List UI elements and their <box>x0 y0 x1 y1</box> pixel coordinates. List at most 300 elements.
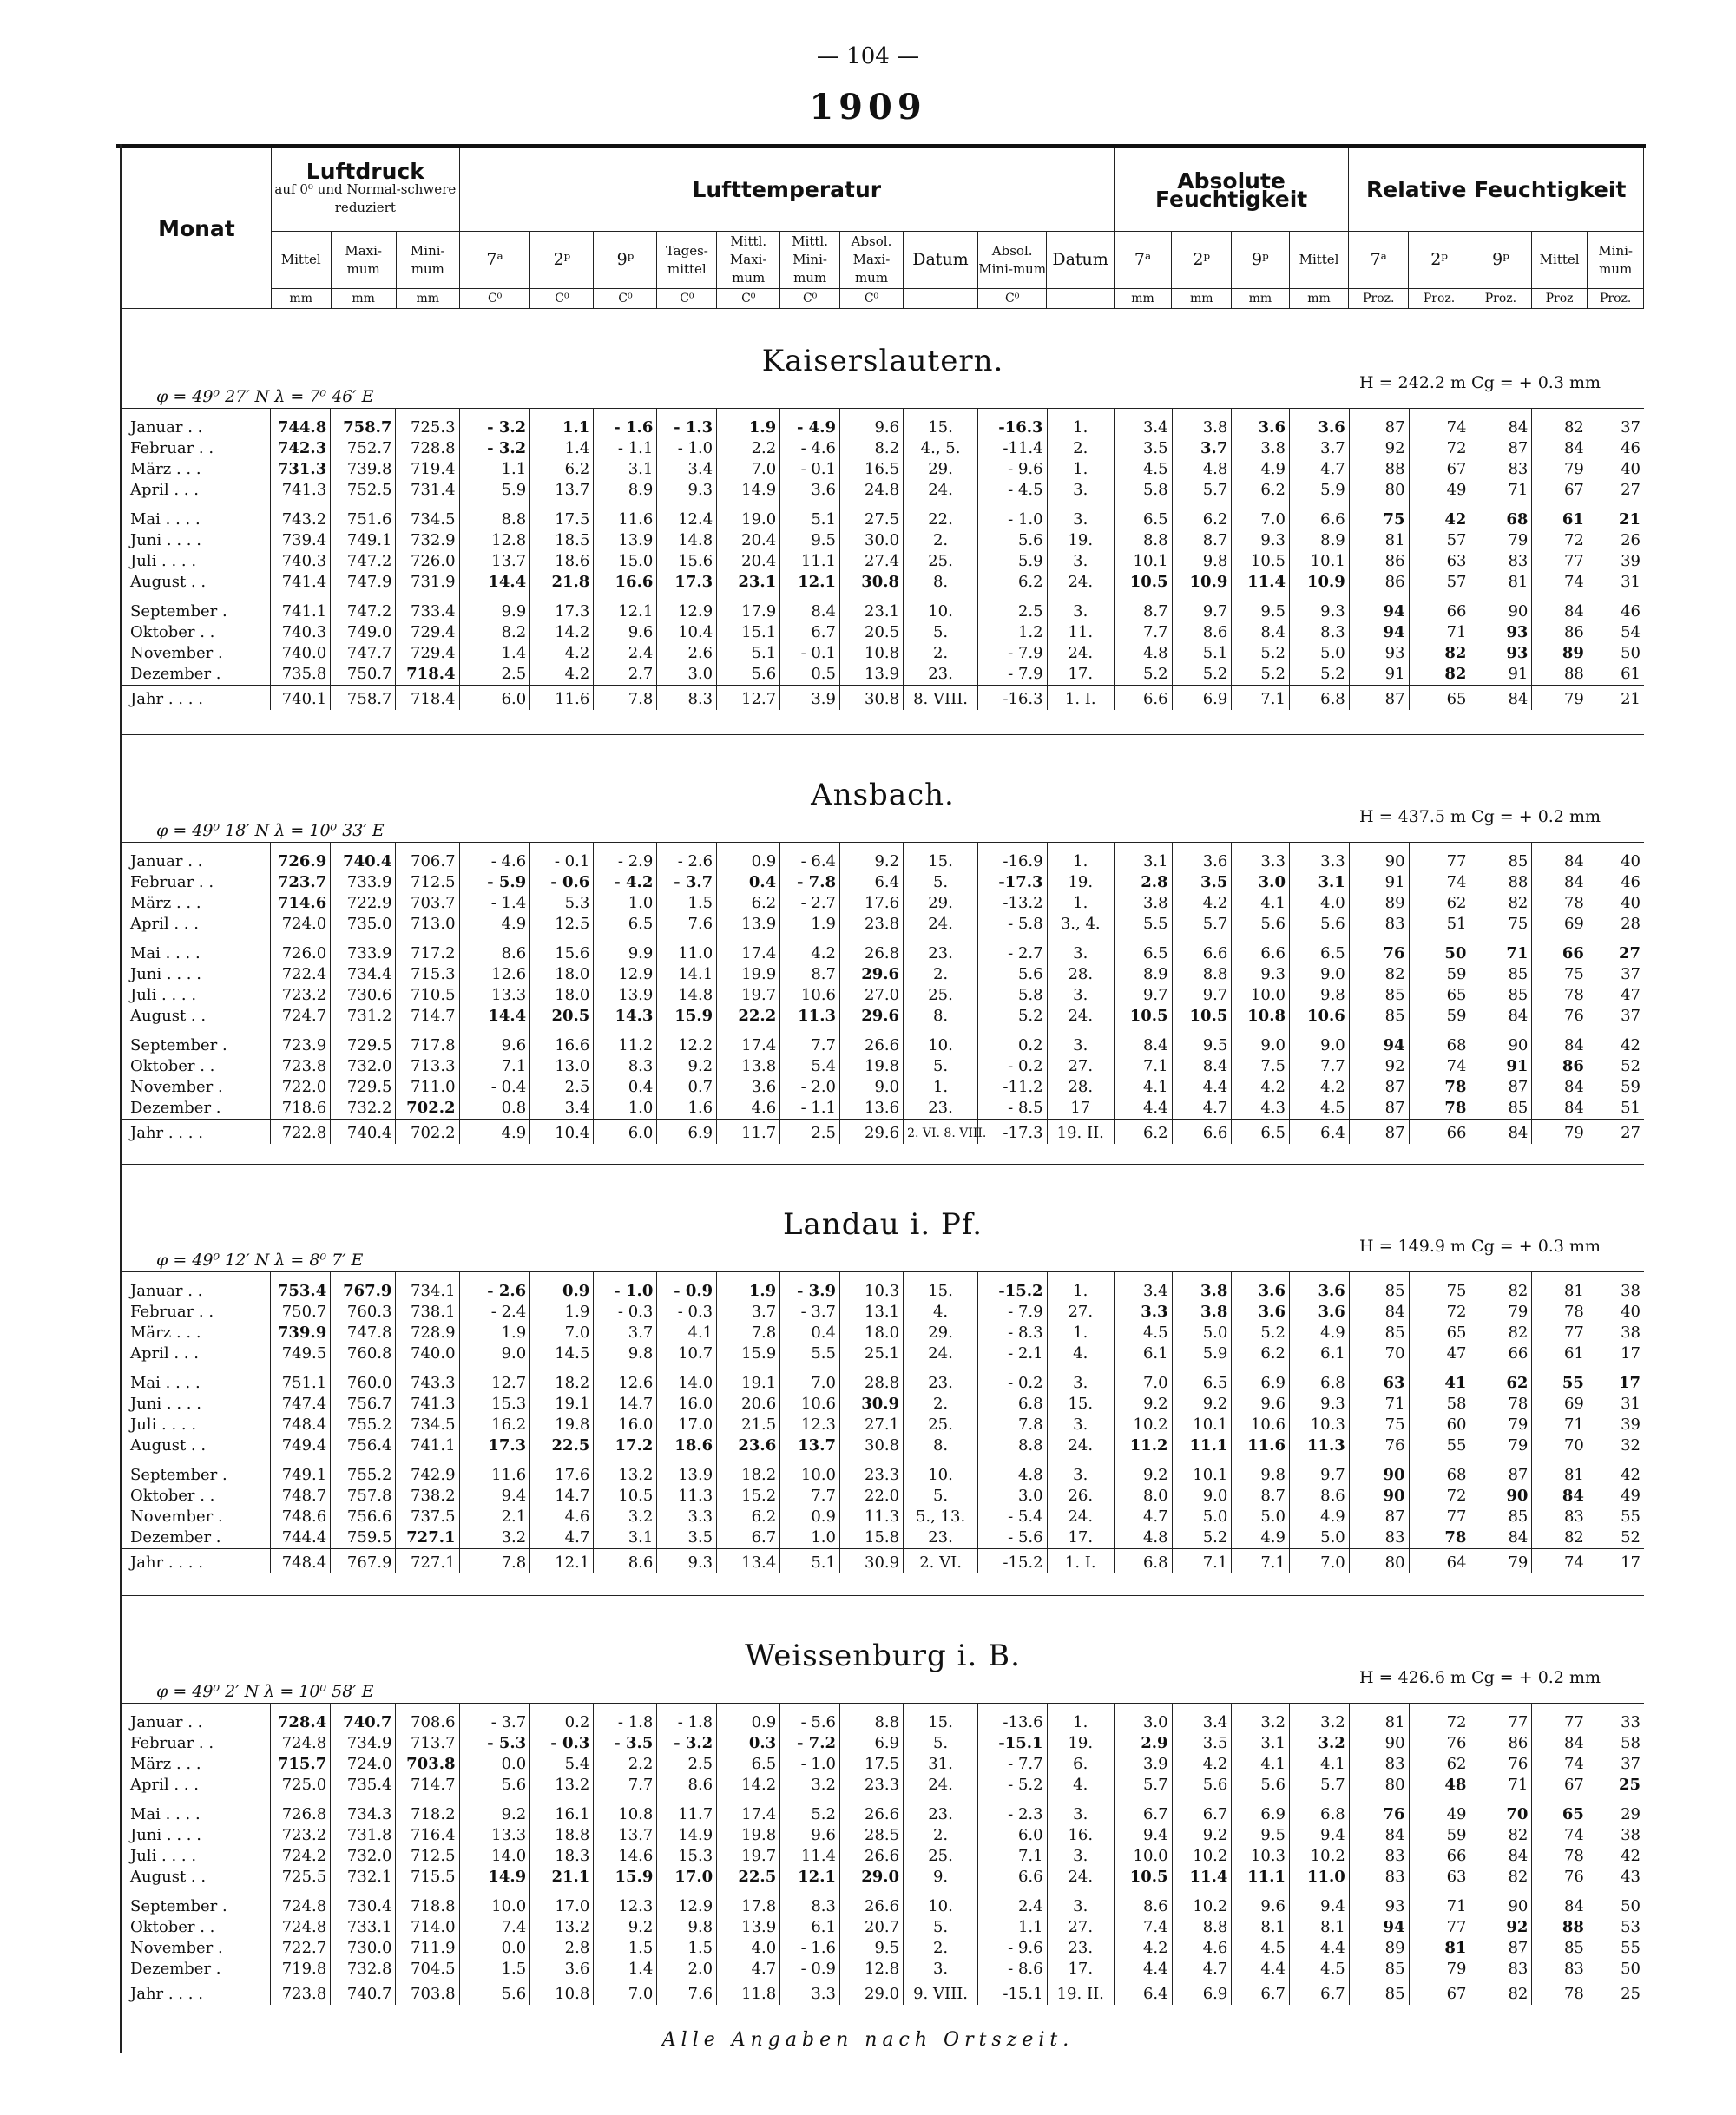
table-cell: 78 <box>1532 985 1588 1006</box>
table-cell: 81 <box>1349 1704 1409 1734</box>
table-cell: 726.9 <box>271 843 331 873</box>
table-cell: 25 <box>1588 1775 1644 1796</box>
table-cell: 70 <box>1532 1435 1588 1456</box>
table-cell: 17. <box>1047 1527 1114 1549</box>
table-cell: 66 <box>1470 1343 1532 1364</box>
table-cell: 8.1 <box>1232 1917 1290 1938</box>
table-cell: 78 <box>1532 893 1588 914</box>
table-cell: 15.3 <box>459 1394 530 1415</box>
table-cell: 3.8 <box>1114 893 1172 914</box>
table-cell: 10.5 <box>1114 1006 1172 1027</box>
station-block <box>122 746 1644 1172</box>
table-cell: 0.2 <box>978 1027 1048 1056</box>
table-cell: 8.4 <box>1232 622 1290 643</box>
table-cell: 84 <box>1470 409 1532 439</box>
table-cell: 26. <box>1047 1486 1114 1507</box>
table-cell: 5.2 <box>978 1006 1048 1027</box>
table-cell: 1. <box>1047 1704 1114 1734</box>
table-cell: 71 <box>1349 1394 1409 1415</box>
table-cell: 756.7 <box>331 1394 396 1415</box>
table-cell: 23. <box>904 1098 978 1120</box>
table-cell: 8.6 <box>1289 1486 1349 1507</box>
table-cell: 11.8 <box>717 1980 780 2006</box>
table-cell: 58 <box>1409 1394 1470 1415</box>
table-cell: 2. <box>904 964 978 985</box>
table-cell: 12.1 <box>780 1867 840 1888</box>
table-cell: 3. <box>1047 1415 1114 1435</box>
table-cell: 19.9 <box>717 964 780 985</box>
table-cell: 23.6 <box>717 1435 780 1456</box>
table-cell: 37 <box>1588 1754 1644 1775</box>
table-cell: 726.0 <box>271 935 331 964</box>
table-cell: 84 <box>1532 1733 1588 1754</box>
column-header-15: 9ᵖ <box>1232 232 1290 289</box>
table-cell: 16.0 <box>594 1415 657 1435</box>
table-cell: - 1.6 <box>594 409 657 439</box>
table-cell: 9.6 <box>780 1825 840 1846</box>
table-cell: 704.5 <box>396 1959 459 1980</box>
table-cell: 2.2 <box>717 438 780 459</box>
table-cell: 3.0 <box>978 1486 1048 1507</box>
table-cell: 19. <box>1047 1733 1114 1754</box>
table-cell: 29.6 <box>840 1006 904 1027</box>
table-cell: 8.7 <box>1172 530 1232 551</box>
table-cell: 17.6 <box>530 1456 594 1486</box>
table-cell: 4.9 <box>459 914 530 935</box>
table-cell: 87 <box>1470 1938 1532 1959</box>
table-cell: 2.5 <box>978 593 1048 622</box>
table-cell: 13.7 <box>459 551 530 572</box>
table-cell: 726.8 <box>271 1796 331 1825</box>
table-cell: 12.4 <box>657 501 717 530</box>
table-cell: 7.0 <box>1289 1549 1349 1574</box>
table-cell: 94 <box>1349 1027 1409 1056</box>
table-cell: 4. <box>1047 1775 1114 1796</box>
table-cell: 23.8 <box>840 914 904 935</box>
table-cell: 14.9 <box>657 1825 717 1846</box>
table-cell: 740.4 <box>331 1120 396 1145</box>
table-cell: 10.5 <box>1172 1006 1232 1027</box>
table-cell: 767.9 <box>331 1272 396 1303</box>
table-cell: 8.7 <box>1114 593 1172 622</box>
table-cell: 3.7 <box>1289 438 1349 459</box>
column-header-14: 2ᵖ <box>1172 232 1232 289</box>
table-cell: 8.6 <box>459 935 530 964</box>
table-cell: 31 <box>1588 572 1644 593</box>
table-row <box>122 1364 1644 1394</box>
table-cell: 81 <box>1532 1456 1588 1486</box>
table-cell: 17 <box>1588 1364 1644 1394</box>
table-cell: 9.6 <box>459 1027 530 1056</box>
table-cell: 717.2 <box>396 935 459 964</box>
table-cell: 78 <box>1532 1846 1588 1867</box>
table-cell: 51 <box>1588 1098 1644 1120</box>
table-row <box>122 1917 1644 1938</box>
table-cell: 9.2 <box>1172 1394 1232 1415</box>
column-unit-14: mm <box>1172 289 1232 309</box>
table-cell: 14.0 <box>657 1364 717 1394</box>
table-cell: 11.1 <box>1172 1435 1232 1456</box>
table-cell: 15.8 <box>840 1527 904 1549</box>
table-cell: 740.7 <box>331 1980 396 2006</box>
table-cell: 3. <box>1047 1888 1114 1917</box>
month-label: Mai . . . . <box>130 944 201 962</box>
table-cell: 4.7 <box>530 1527 594 1549</box>
table-cell: 19.8 <box>840 1056 904 1077</box>
month-label: Juli . . . . <box>130 1415 197 1434</box>
month-label: August . . <box>130 1868 207 1886</box>
table-cell: 79 <box>1470 1435 1532 1456</box>
table-cell: 722.4 <box>271 964 331 985</box>
table-cell: 2. VI. <box>904 1549 978 1574</box>
table-cell: - 5.3 <box>459 1733 530 1754</box>
month-label: Dezember . <box>130 665 221 683</box>
table-cell: 730.0 <box>331 1938 396 1959</box>
table-cell: 12.9 <box>594 964 657 985</box>
table-cell: 11.6 <box>459 1456 530 1486</box>
table-cell: 55 <box>1409 1435 1470 1456</box>
table-cell: 7.6 <box>657 914 717 935</box>
table-cell: 3.4 <box>657 459 717 480</box>
table-cell: 15. <box>904 843 978 873</box>
table-cell: - 1.4 <box>459 893 530 914</box>
table-cell: 11.2 <box>594 1027 657 1056</box>
table-cell: 69 <box>1532 1394 1588 1415</box>
table-cell: 1. <box>1047 893 1114 914</box>
table-cell: 13.9 <box>717 914 780 935</box>
table-cell: 14.8 <box>657 530 717 551</box>
table-cell: 42 <box>1588 1027 1644 1056</box>
table-cell: 6.1 <box>780 1917 840 1938</box>
table-cell: 741.1 <box>396 1435 459 1456</box>
table-cell: 7.7 <box>1289 1056 1349 1077</box>
table-cell: 13.2 <box>594 1456 657 1486</box>
table-cell: 5.9 <box>978 551 1048 572</box>
table-cell: 16. <box>1047 1825 1114 1846</box>
table-cell: 6.8 <box>978 1394 1048 1415</box>
table-cell: 724.2 <box>271 1846 331 1867</box>
table-cell: 23. <box>904 1527 978 1549</box>
table-cell: 62 <box>1409 1754 1470 1775</box>
table-row <box>122 935 1644 964</box>
table-cell: 6.7 <box>1289 1980 1349 2006</box>
table-cell: 11.0 <box>657 935 717 964</box>
table-cell: - 4.5 <box>978 480 1048 501</box>
table-cell: 79 <box>1532 459 1588 480</box>
table-cell: 93 <box>1470 622 1532 643</box>
table-cell: 5.2 <box>1232 1323 1290 1343</box>
table-cell: 29. <box>904 893 978 914</box>
table-cell: 6.6 <box>1289 501 1349 530</box>
table-cell: 742.9 <box>396 1456 459 1486</box>
table-cell: 3.5 <box>1172 872 1232 893</box>
table-cell: 23.1 <box>717 572 780 593</box>
table-cell: 7.7 <box>1114 622 1172 643</box>
table-cell: 7.7 <box>594 1775 657 1796</box>
table-cell: 11.6 <box>530 686 594 711</box>
table-cell: 1. <box>1047 843 1114 873</box>
table-cell: 710.5 <box>396 985 459 1006</box>
table-cell: 14.8 <box>657 985 717 1006</box>
table-cell: 5.6 <box>978 530 1048 551</box>
table-cell: 23. <box>904 1364 978 1394</box>
table-cell: 66 <box>1409 1846 1470 1867</box>
table-cell: 9.7 <box>1289 1456 1349 1486</box>
table-cell: 4.4 <box>1232 1959 1290 1980</box>
table-cell: 11.3 <box>1289 1435 1349 1456</box>
table-cell: 751.1 <box>271 1364 331 1394</box>
station-coordinates: φ = 49⁰ 2′ N λ = 10⁰ 58′ E <box>156 1682 374 1701</box>
table-row <box>122 409 1644 439</box>
table-cell: 12.8 <box>459 530 530 551</box>
station-name: Kaiserslautern. <box>761 344 1004 378</box>
month-label: November . <box>130 1507 223 1526</box>
table-cell: 9.3 <box>657 480 717 501</box>
column-unit-19: Proz. <box>1470 289 1532 309</box>
table-cell: 74 <box>1409 1056 1470 1077</box>
table-cell: - 2.9 <box>594 843 657 873</box>
table-cell: 750.7 <box>331 664 396 686</box>
table-cell: 23.3 <box>840 1775 904 1796</box>
table-cell: 4.8 <box>1114 1527 1172 1549</box>
table-cell: 9.6 <box>594 622 657 643</box>
table-cell: 15.1 <box>717 622 780 643</box>
table-cell: 743.2 <box>271 501 331 530</box>
table-cell: 8.1 <box>1289 1917 1349 1938</box>
table-cell: 24. <box>1047 1435 1114 1456</box>
table-cell: 90 <box>1470 1888 1532 1917</box>
table-row <box>122 593 1644 622</box>
table-cell: - 1.8 <box>657 1704 717 1734</box>
table-cell: 5. <box>904 1486 978 1507</box>
table-row <box>122 551 1644 572</box>
table-cell: 79 <box>1532 686 1588 711</box>
table-cell: 4.5 <box>1289 1959 1349 1980</box>
table-cell: 7.0 <box>717 459 780 480</box>
table-cell: 5.7 <box>1289 1775 1349 1796</box>
table-cell: 19.1 <box>717 1364 780 1394</box>
table-cell: 6.2 <box>717 893 780 914</box>
table-cell: 10.0 <box>780 1456 840 1486</box>
station-name: Ansbach. <box>811 778 955 812</box>
table-cell: 5.8 <box>978 985 1048 1006</box>
table-cell: 39 <box>1588 551 1644 572</box>
station-name: Weissenburg i. B. <box>745 1639 1021 1673</box>
table-cell: 7.8 <box>978 1415 1048 1435</box>
table-cell: 11.4 <box>1232 572 1290 593</box>
table-cell: 59 <box>1409 964 1470 985</box>
table-cell: - 1.0 <box>978 501 1048 530</box>
table-cell: 10. <box>904 593 978 622</box>
table-cell: 84 <box>1532 438 1588 459</box>
table-cell: 82 <box>1470 1825 1532 1846</box>
table-cell: 6.9 <box>840 1733 904 1754</box>
column-header-6: Tages-mittel <box>657 232 717 289</box>
table-cell: 3. <box>1047 480 1114 501</box>
table-cell: 5.7 <box>1172 480 1232 501</box>
table-cell: - 3.2 <box>459 438 530 459</box>
table-row <box>122 1938 1644 1959</box>
table-cell: 734.5 <box>396 1415 459 1435</box>
table-cell: 66 <box>1532 935 1588 964</box>
table-cell: 1.2 <box>978 622 1048 643</box>
table-cell: 42 <box>1409 501 1470 530</box>
table-cell: 6.7 <box>717 1527 780 1549</box>
table-cell: 6.2 <box>978 572 1048 593</box>
table-cell: 16.1 <box>530 1796 594 1825</box>
table-cell: 1.1 <box>459 459 530 480</box>
table-cell: 55 <box>1588 1938 1644 1959</box>
table-cell: 5.1 <box>780 501 840 530</box>
table-cell: 88 <box>1532 1917 1588 1938</box>
table-cell: 76 <box>1349 1435 1409 1456</box>
table-cell: 3.2 <box>1232 1704 1290 1734</box>
table-cell: 8.3 <box>780 1888 840 1917</box>
table-cell: 6.2 <box>717 1507 780 1527</box>
table-cell: 3.3 <box>1289 843 1349 873</box>
table-cell: 84 <box>1532 593 1588 622</box>
table-cell: 0.2 <box>530 1704 594 1734</box>
table-cell: 3.3 <box>657 1507 717 1527</box>
table-cell: 17.3 <box>530 593 594 622</box>
table-cell: 759.5 <box>331 1527 396 1549</box>
table-cell: 83 <box>1349 914 1409 935</box>
table-cell: 734.1 <box>396 1272 459 1303</box>
table-cell: 735.4 <box>331 1775 396 1796</box>
table-cell: 17.4 <box>717 1027 780 1056</box>
table-cell: 55 <box>1532 1364 1588 1394</box>
column-header-7: Mittl. Maxi-mum <box>717 232 780 289</box>
table-cell: 1.4 <box>530 438 594 459</box>
table-cell: 3. <box>1047 1027 1114 1056</box>
table-cell: 50 <box>1409 935 1470 964</box>
table-cell: 734.9 <box>331 1733 396 1754</box>
table-cell: 8.7 <box>1232 1486 1290 1507</box>
column-unit-11: C⁰ <box>977 289 1046 309</box>
table-cell: 10.9 <box>1172 572 1232 593</box>
table-cell: 93 <box>1349 643 1409 664</box>
table-cell: 4.1 <box>1289 1754 1349 1775</box>
table-cell: - 8.3 <box>978 1323 1048 1343</box>
table-cell: 92 <box>1349 438 1409 459</box>
table-cell: 729.5 <box>331 1027 396 1056</box>
table-cell: 2.8 <box>530 1938 594 1959</box>
table-cell: 740.4 <box>331 843 396 873</box>
table-cell: 4.8 <box>978 1456 1048 1486</box>
table-cell: 23. <box>1047 1938 1114 1959</box>
month-label: Dezember . <box>130 1528 221 1547</box>
table-cell: 4.2 <box>530 664 594 686</box>
table-cell: 38 <box>1588 1825 1644 1846</box>
table-cell: 3.2 <box>459 1527 530 1549</box>
table-cell: 5.6 <box>978 964 1048 985</box>
table-cell: - 7.7 <box>978 1754 1048 1775</box>
table-cell: 1.9 <box>459 1323 530 1343</box>
table-cell: 50 <box>1588 1959 1644 1980</box>
column-unit-3: C⁰ <box>459 289 530 309</box>
table-cell: 17.4 <box>717 935 780 964</box>
table-cell: 3.7 <box>717 1302 780 1323</box>
table-cell: 27. <box>1047 1056 1114 1077</box>
column-header-16: Mittel <box>1289 232 1349 289</box>
table-cell: -15.2 <box>978 1272 1048 1303</box>
table-cell: 65 <box>1532 1796 1588 1825</box>
table-cell: 85 <box>1532 1938 1588 1959</box>
column-header-10: Datum <box>904 232 978 289</box>
table-cell: 1. <box>1047 1323 1114 1343</box>
table-cell: - 5.2 <box>978 1775 1048 1796</box>
table-cell: 715.7 <box>271 1754 331 1775</box>
table-cell: 26.8 <box>840 935 904 964</box>
table-cell: 92 <box>1349 1056 1409 1077</box>
column-unit-8: C⁰ <box>780 289 840 309</box>
table-cell: 90 <box>1349 1486 1409 1507</box>
table-cell: 11. <box>1047 622 1114 643</box>
table-row-year <box>122 1980 1644 2006</box>
table-row <box>122 1754 1644 1775</box>
table-cell: 71 <box>1470 1775 1532 1796</box>
table-cell: 732.2 <box>331 1098 396 1120</box>
table-cell: 16.6 <box>594 572 657 593</box>
table-cell: 40 <box>1588 893 1644 914</box>
table-cell: 10.9 <box>1289 572 1349 593</box>
table-cell: 5.2 <box>1232 643 1290 664</box>
month-label: Juli . . . . <box>130 552 197 570</box>
table-cell: 84 <box>1349 1825 1409 1846</box>
table-cell: 26.6 <box>840 1027 904 1056</box>
month-label: November . <box>130 644 223 662</box>
table-cell: 84 <box>1470 686 1532 711</box>
table-cell: 7.0 <box>1114 1364 1172 1394</box>
table-cell: 80 <box>1349 1549 1409 1574</box>
table-cell: 90 <box>1470 1486 1532 1507</box>
table-cell: 727.1 <box>396 1549 459 1574</box>
table-cell: 9.3 <box>1289 1394 1349 1415</box>
table-cell: 5.6 <box>1172 1775 1232 1796</box>
table-cell: 3.5 <box>1172 1733 1232 1754</box>
table-cell: 3. <box>1047 1364 1114 1394</box>
table-cell: 6.7 <box>1232 1980 1290 2006</box>
table-cell: 706.7 <box>396 843 459 873</box>
table-cell: 3. <box>1047 551 1114 572</box>
table-cell: 17. <box>1047 664 1114 686</box>
column-unit-4: C⁰ <box>530 289 594 309</box>
table-cell: 9.6 <box>1232 1888 1290 1917</box>
table-cell: 5.2 <box>1289 664 1349 686</box>
table-cell: 0.3 <box>717 1733 780 1754</box>
table-cell: 14.9 <box>459 1867 530 1888</box>
table-cell: 4.4 <box>1289 1938 1349 1959</box>
month-label: März . . . <box>130 460 201 478</box>
table-cell: 4.9 <box>1289 1507 1349 1527</box>
table-cell: - 3.7 <box>657 872 717 893</box>
table-cell: 5.6 <box>1232 1775 1290 1796</box>
table-cell: 9.0 <box>459 1343 530 1364</box>
table-cell: 3.1 <box>1114 843 1172 873</box>
table-cell: 22.2 <box>717 1006 780 1027</box>
table-cell: 6.6 <box>1114 686 1172 711</box>
table-cell: 79 <box>1470 530 1532 551</box>
table-cell: 731.9 <box>396 572 459 593</box>
table-cell: 7.8 <box>459 1549 530 1574</box>
table-cell: 13.0 <box>530 1056 594 1077</box>
table-row <box>122 1098 1644 1120</box>
table-cell: 28. <box>1047 1077 1114 1098</box>
table-cell: 9.3 <box>1289 593 1349 622</box>
table-cell: 7.4 <box>1114 1917 1172 1938</box>
page-number: — 104 — <box>816 43 920 69</box>
table-cell: 9.0 <box>840 1077 904 1098</box>
